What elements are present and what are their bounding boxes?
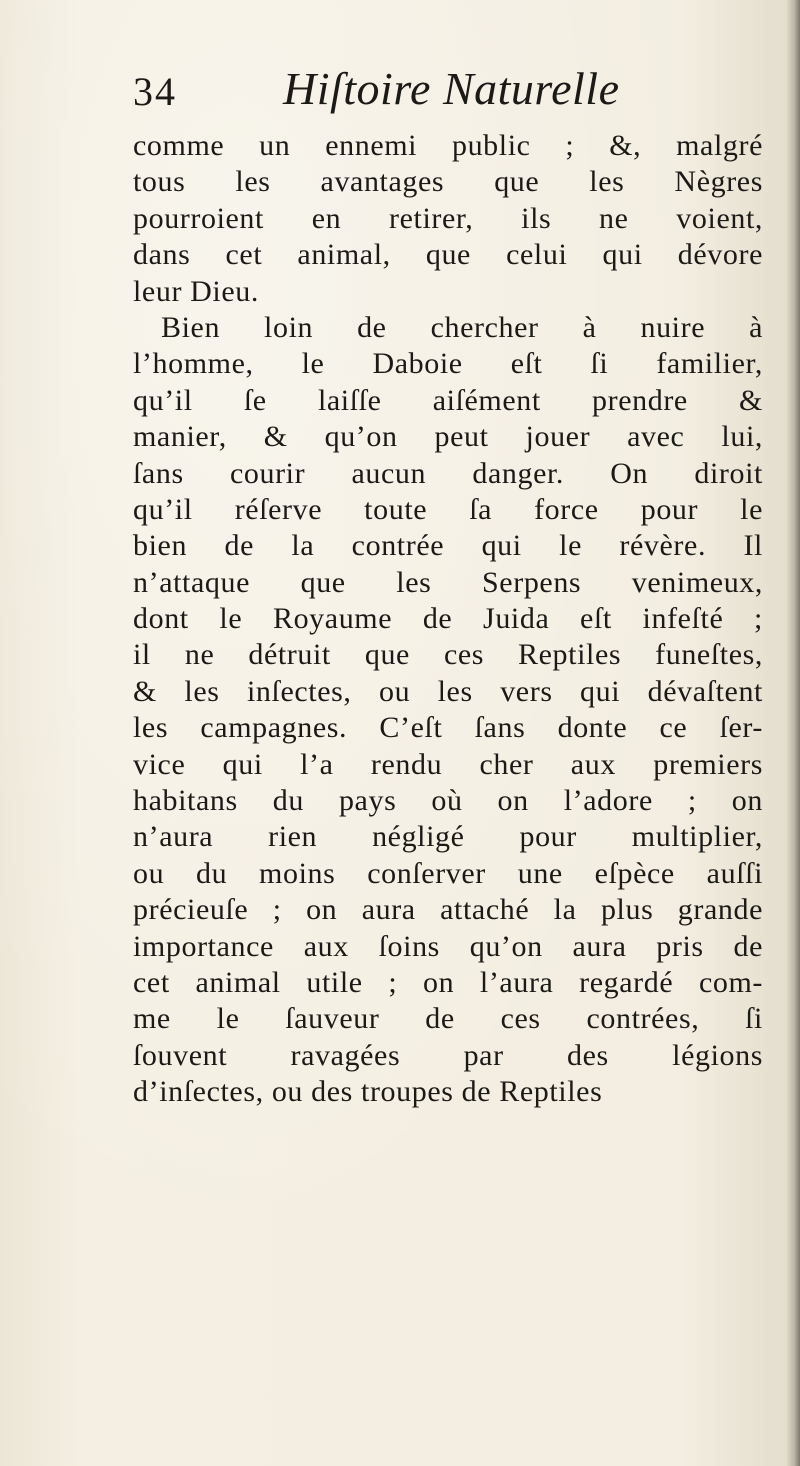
body-text [133,128,763,1111]
text-line: il ne détruit que ces Reptiles funeſtes, [133,638,763,672]
page-edge-shadow [786,0,800,1466]
text-line: me le ſauveur de ces contrées, ſi [133,1002,763,1036]
text-line: leur Dieu. [133,274,259,308]
text-line: tous les avantages que les Nègres [133,165,763,199]
text-line: ſans courir aucun danger. On diroit [133,456,763,490]
page-header [133,62,753,122]
text-line: pourroient en retirer, ils ne voient, [133,201,763,235]
text-line: Bien loin de chercher à nuire à [161,310,763,344]
text-line: l’homme, le Daboie eſt ſi familier, [133,347,763,381]
text-line: ou du moins conſerver une eſpèce auſſi [133,856,763,890]
text-line: importance aux ſoins qu’on aura pris de [133,929,763,963]
text-line: manier, & qu’on peut jouer avec lui, [133,420,763,454]
running-title: Hiſtoire Naturelle [283,63,620,114]
text-line: comme un ennemi public ; &, malgré [133,129,763,162]
text-line: qu’il ſe laiſſe aiſément prendre & [133,383,763,417]
text-line: n’attaque que les Serpens venimeux, [133,565,763,599]
text-line: ſouvent ravagées par des légions [133,1038,763,1072]
text-line: dans cet animal, que celui qui dévore [133,238,763,272]
text-line: les campagnes. C’eſt ſans donte ce ſer- [133,711,763,745]
text-line: habitans du pays où on l’adore ; on [133,784,763,818]
text-line: dont le Royaume de Juida eſt infeſté ; [133,602,763,636]
text-line: n’aura rien négligé pour multiplier, [133,820,763,854]
text-line: vice qui l’a rendu cher aux premiers [133,747,763,781]
text-line: cet animal utile ; on l’aura regardé com- [133,965,763,999]
text-line: & les inſectes, ou les vers qui dévaſtent [133,674,763,708]
text-line: précieuſe ; on aura attaché la plus grande [133,893,763,927]
page-number: 34 [133,69,177,114]
text-line: qu’il réſerve toute ſa force pour le [133,492,763,526]
text-line: bien de la contrée qui le révère. Il [133,529,763,563]
text-line: d’inſectes, ou des troupes de Reptiles [133,1075,603,1109]
